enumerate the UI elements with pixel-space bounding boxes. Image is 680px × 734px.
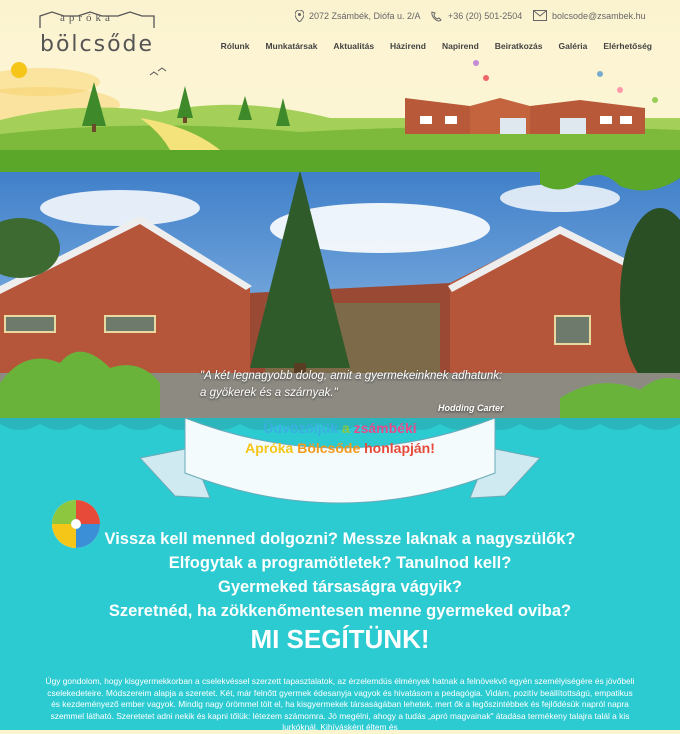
email-icon xyxy=(533,10,547,21)
quote-line-2: a gyökerek és a szárnyak." xyxy=(200,387,338,399)
phone-icon xyxy=(430,10,443,22)
nav-item-elerhetoseg[interactable]: Elérhetőség xyxy=(603,41,652,51)
logo-subtitle: apróka xyxy=(60,12,114,24)
location-pin-icon xyxy=(295,10,304,22)
email[interactable] xyxy=(533,10,646,21)
quote-line-1: "A két legnagyobb dolog, amit a gyermekeinknek adhatunk: xyxy=(200,370,503,382)
quote-author: Hodding Carter xyxy=(438,403,504,413)
question-1: Vissza kell menned dolgozni? Messze laknak a nagyszülők? xyxy=(104,530,576,548)
cta-heading: MI SEGÍTÜNK! xyxy=(250,624,430,654)
address-text: 2072 Zsámbék, Diófa u. 2/A xyxy=(309,11,421,21)
logo[interactable] xyxy=(38,10,163,60)
question-3: Gyermeked társaságra vágyik? xyxy=(218,578,462,596)
logo-title: bölcsőde xyxy=(40,32,155,57)
nav-item-hazirend[interactable]: Házirend xyxy=(390,41,426,51)
question-2: Elfogytak a programötletek? Tanulnod kell? xyxy=(168,554,512,572)
welcome-word-6: honlapján! xyxy=(364,440,435,456)
welcome-word-2: a xyxy=(341,420,350,436)
main-nav xyxy=(221,41,652,51)
address xyxy=(295,10,421,22)
site-header xyxy=(0,0,680,168)
welcome-word-3: zsámbéki xyxy=(353,420,417,436)
phone-text[interactable]: +36 (20) 501-2504 xyxy=(448,11,523,21)
email-text[interactable]: bolcsode@zsambek.hu xyxy=(552,10,646,21)
nav-item-napirend[interactable]: Napirend xyxy=(441,41,479,51)
hero-quote xyxy=(200,368,502,402)
nav-item-beiratkozas[interactable]: Beiratkozás xyxy=(494,41,543,51)
welcome-word-5: Bölcsőde xyxy=(297,440,361,456)
welcome-word-1: Üdvözöljük xyxy=(263,420,339,436)
nav-item-rolunk[interactable]: Rólunk xyxy=(220,41,250,51)
welcome-line-1 xyxy=(0,420,680,436)
nav-item-munkatarsak[interactable]: Munkatársak xyxy=(265,41,318,51)
nav-item-galeria[interactable]: Galéria xyxy=(558,41,588,51)
phone[interactable] xyxy=(430,10,522,22)
intro-paragraph: Úgy gondolom, hogy kisgyermekkorban a cselekvéssel szerzett tapasztalatok, az érzelemdús élmények hatnak a felnövekvő egyén személyiségére és jövőbeli cselekedeteire. Módszereim alapja a szeretet. Két, már felnőtt gyermek édesanyja vagyok és hivatásom a pedagógia. Vidám, pozitív beállítottságú, empatikus és kezdeményező ember vagyok. Mindig nagy örömmel tölt el, ha kisgyermekek társaságában lehetek, mert ők a legőszintébbek és fejlődésük napról napra szemmel látható. Szeretetet adni nekik és kapni tőlük: létezem számomra. Jó megélni, ahogy a tudás „apró magvainak" átadása termékeny talajra talál a kis lurkóknál. Kihívásként éltem és xyxy=(45,676,635,732)
nav-item-aktualitas[interactable]: Aktualitás xyxy=(333,41,375,51)
question-4: Szeretnéd, ha zökkenőmentesen menne gyermeked oviba? xyxy=(108,602,572,620)
welcome-word-4: Apróka xyxy=(245,440,294,456)
welcome-line-2 xyxy=(0,440,680,456)
